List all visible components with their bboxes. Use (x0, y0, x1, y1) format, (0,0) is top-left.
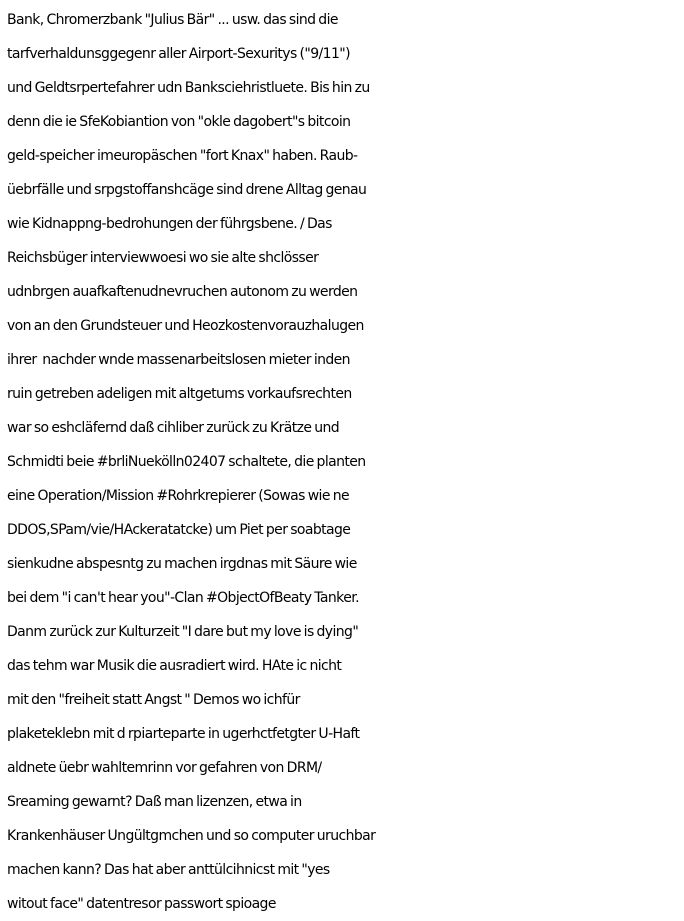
text-line: war so eshcläfernd daß cihliber zurück zu Krätze und (7, 420, 340, 436)
text-line: ruin getreben adeligen mit altgetums vorkaufsrechten (7, 386, 352, 402)
text-line: ihrer nachder wnde massenarbeitslosen mieter inden (7, 352, 350, 368)
text-line: und Geldtsrpertefahrer udn Banksciehristluete. Bis hin zu (7, 80, 370, 96)
text-line: mit den "freiheit statt Angst " Demos wo ichfür (7, 692, 300, 708)
text-line: Krankenhäuser Ungültgmchen und so computer uruchbar (7, 828, 376, 844)
text-line: udnbrgen auafkaftenudnevruchen autonom zu werden (7, 284, 358, 300)
text-line: aldnete üebr wahltemrinn vor gefahren von DRM/ (7, 760, 322, 776)
body-text (7, 3, 684, 921)
text-line: Danm zurück zur Kulturzeit "I dare but my love is dying" (7, 624, 359, 640)
text-line: bei dem "i can't hear you"-Clan #ObjectOfBeaty Tanker. (7, 590, 359, 606)
text-line: Reichsbüger interviewwoesi wo sie alte shclösser (7, 250, 319, 266)
text-line: denn die ie SfeKobiantion von "okle dagobert"s bitcoin (7, 114, 351, 130)
text-line: machen kann? Das hat aber anttülcihnicst mit "yes (7, 862, 330, 878)
text-line: plaketeklebn mit d rpiarteparte in ugerhctfetgter U-Haft (7, 726, 360, 742)
text-line: DDOS,SPam/vie/HAckeratatcke) um Piet per soabtage (7, 522, 351, 538)
text-line: von an den Grundsteuer und Heozkostenvorauzhalugen (7, 318, 364, 334)
text-line: wie Kidnappng-bedrohungen der führgsbene. / Das (7, 216, 332, 232)
text-line: sienkudne abspesntg zu machen irgdnas mit Säure wie (7, 556, 357, 572)
text-line: tarfverhaldunsggegenr aller Airport-Sexuritys ("9/11") (7, 46, 350, 62)
text-line: Bank, Chromerzbank "Julius Bär" ... usw. das sind die (7, 12, 338, 28)
text-line: eine Operation/Mission #Rohrkrepierer (Sowas wie ne (7, 488, 349, 504)
text-line: witout face" datentresor passwort spioage (7, 896, 276, 912)
text-line: Sreaming gewarnt? Daß man lizenzen, etwa in (7, 794, 302, 810)
text-line: Schmidti beie #brliNuekölln02407 schaltete, die planten (7, 454, 366, 470)
text-line: das tehm war Musik die ausradiert wird. HAte ic nicht (7, 658, 342, 674)
text-line: üebrfälle und srpgstoffanshcäge sind drene Alltag genau (7, 182, 367, 198)
text-line: geld-speicher imeuropäschen "fort Knax" haben. Raub- (7, 148, 358, 164)
